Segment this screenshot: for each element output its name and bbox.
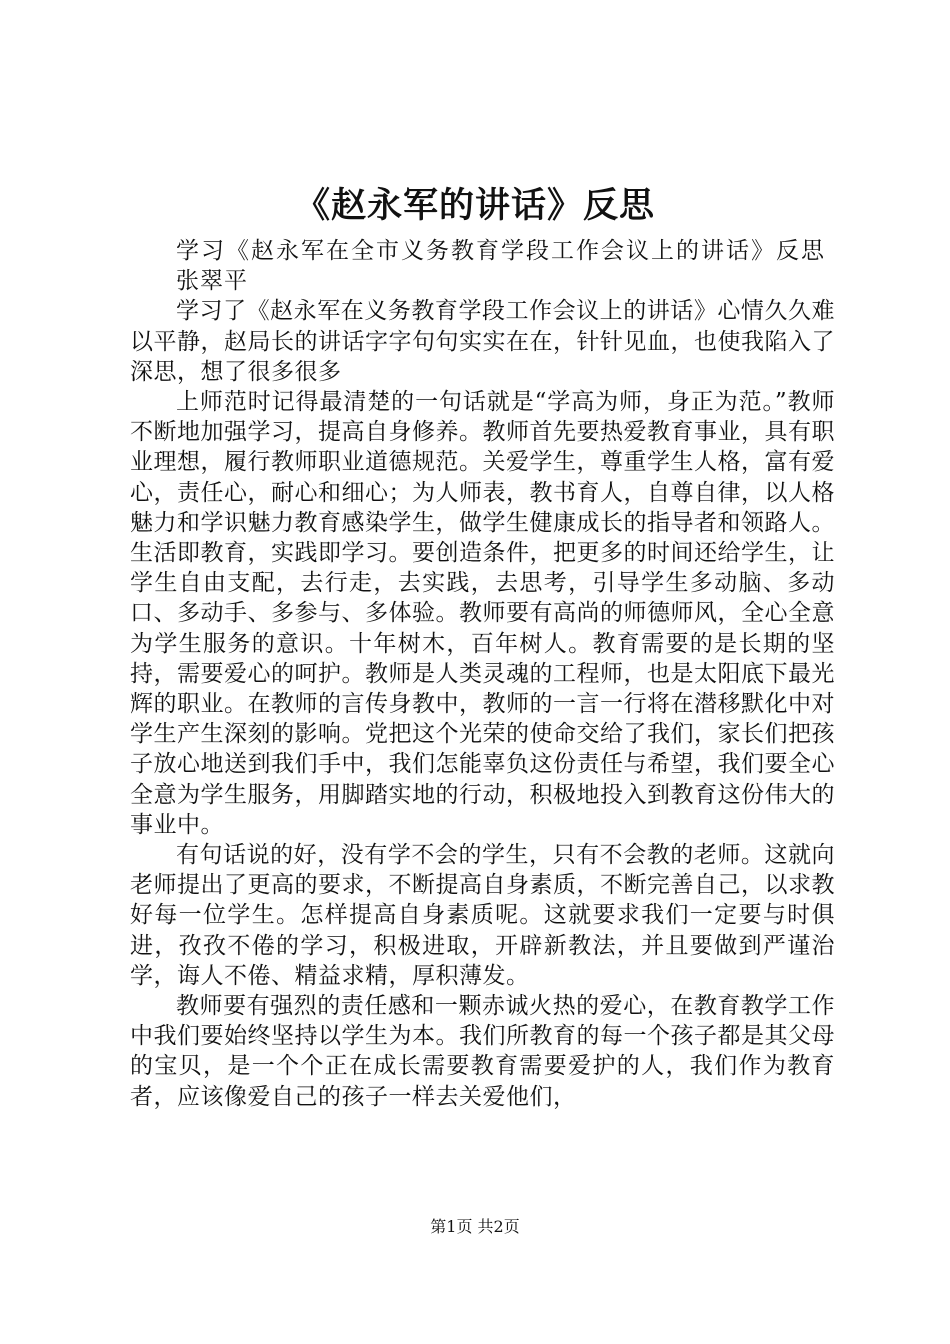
document-title: 《赵永军的讲话》反思 — [294, 185, 655, 226]
paragraph-subtitle: 学习《赵永军在全市义务教育学段工作会议上的讲话》反思 — [176, 238, 826, 264]
paragraph-responsibility: 教师要有强烈的责任感和一颗赤诚火热的爱心，在教育教学工作中我们要始终坚持以学生为本。我们所教育的每一个孩子都是其父母的宝贝，是一个个正在成长需要教育需要爱护的人，我们作为教育者，应该像爱自己的孩子一样去关爱他们， — [130, 993, 835, 1110]
paragraph-teacher-role: 上师范时记得最清楚的一句话就是“学高为师，身正为范。”教师不断地加强学习，提高自身修养。教师首先要热爱教育事业，具有职业理想，履行教师职业道德规范。关爱学生，尊重学生人格，富有爱心，责任心，耐心和细心；为人师表，教书育人，自尊自律，以人格魅力和学识魅力教育感染学生，做学生健康成长的指导者和领路人。生活即教育，实践即学习。要创造条件，把更多的时间还给学生，让学生自由支配，去行走，去实践，去思考，引导学生多动脑、多动口、多动手、多参与、多体验。教师要有高尚的师德师风，全心全意为学生服务的意识。十年树木，百年树人。教育需要的是长期的坚持，需要爱心的呵护。教师是人类灵魂的工程师，也是太阳底下最光辉的职业。在教师的言传身教中，教师的一言一行将在潜移默化中对学生产生深刻的影响。党把这个光荣的使命交给了我们，家长们把孩子放心地送到我们手中，我们怎能辜负这份责任与希望，我们要全心全意为学生服务，用脚踏实地的行动，积极地投入到教育这份伟大的事业中。 — [130, 389, 835, 838]
paragraph-self-improvement: 有句话说的好，没有学不会的学生，只有不会教的老师。这就向老师提出了更高的要求，不断提高自身素质，不断完善自己，以求教好每一位学生。怎样提高自身素质呢。这就要求我们一定要与时俱进，孜孜不倦的学习，积极进取，开辟新教法，并且要做到严谨治学，诲人不倦、精益求精，厚积薄发。 — [130, 842, 835, 989]
paragraph-author: 张翠平 — [176, 268, 248, 295]
document-body — [130, 236, 835, 1112]
paragraph-intro: 学习了《赵永军在义务教育学段工作会议上的讲话》心情久久难以平静，赵局长的讲话字字句句实实在在，针针见血，也使我陷入了深思，想了很多很多 — [130, 298, 835, 385]
page-footer: 第1页 共2页 — [430, 1217, 520, 1236]
